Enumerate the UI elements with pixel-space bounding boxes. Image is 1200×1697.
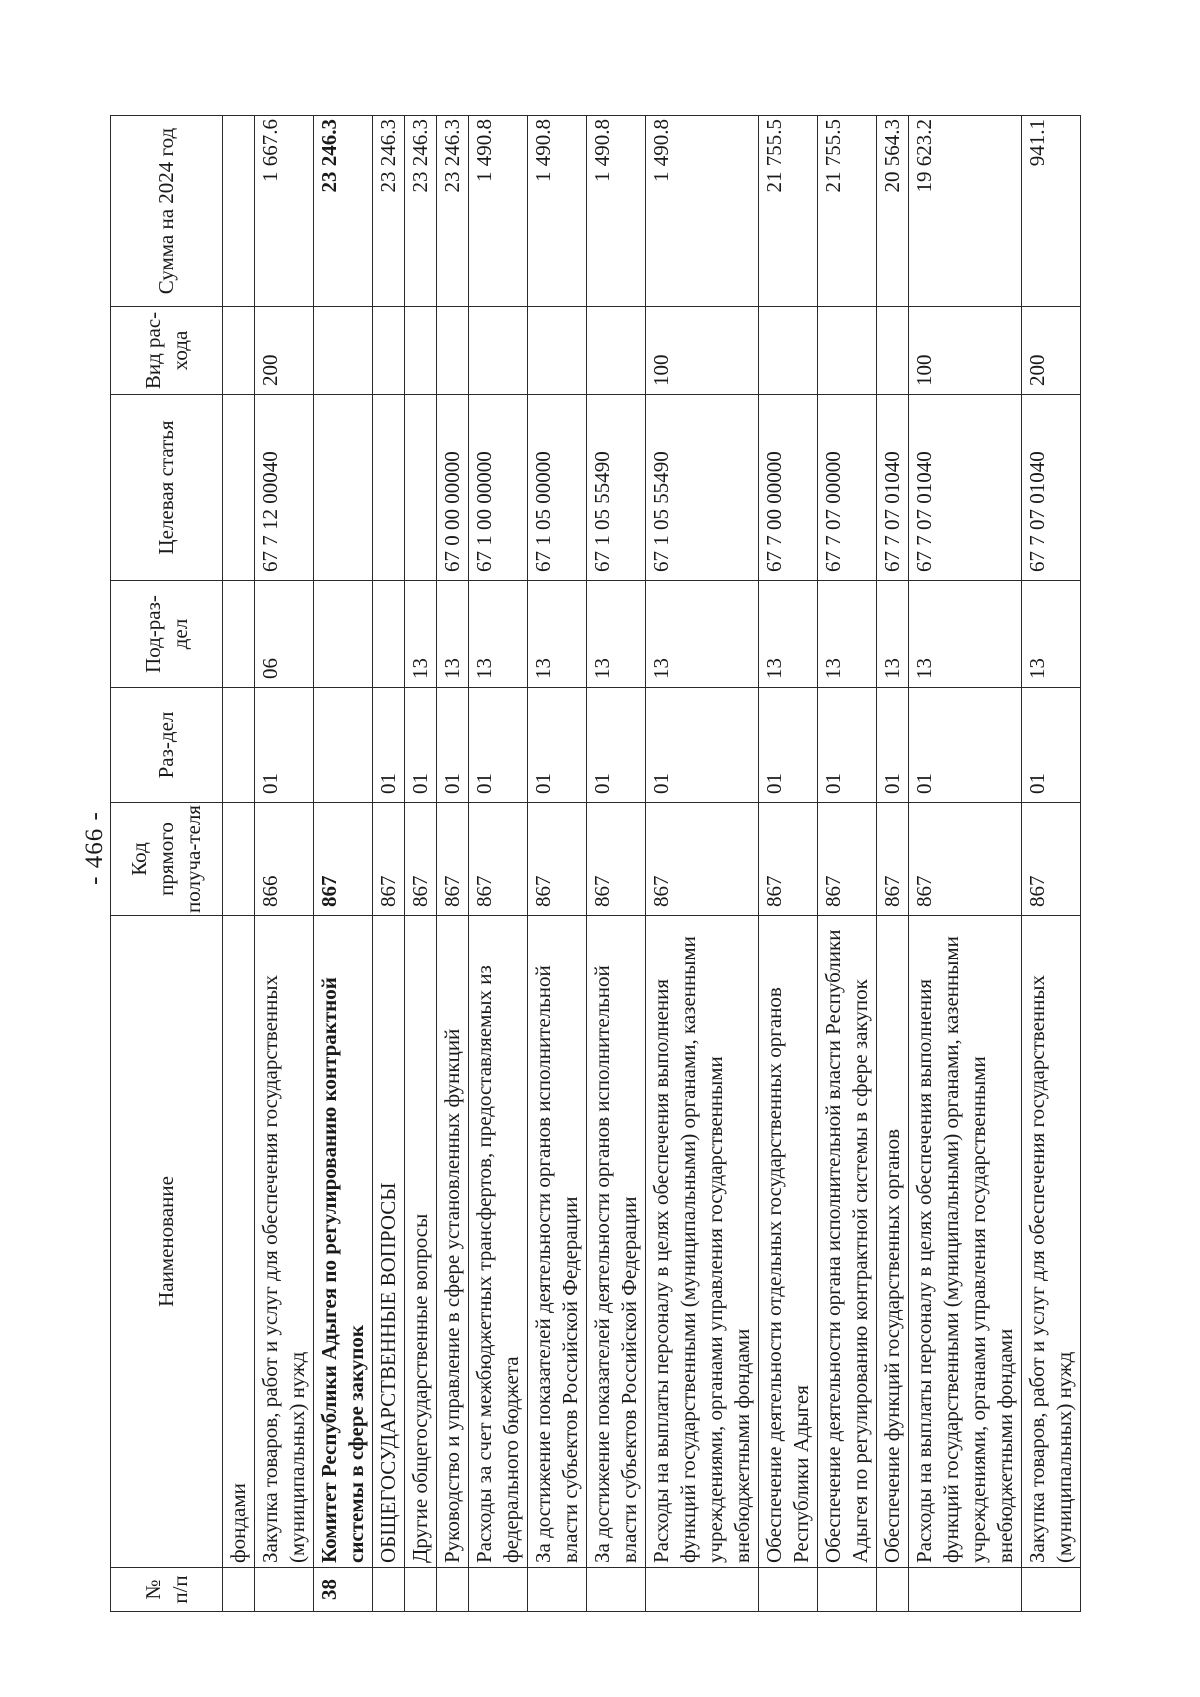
cell-vid	[223, 307, 255, 395]
cell-sum: 23 246.3	[437, 116, 469, 307]
cell-kod: 867	[373, 803, 405, 916]
cell-sum: 1 490.8	[646, 116, 759, 307]
cell-cel: 67 1 05 00000	[528, 395, 587, 581]
header-sum: Сумма на 2024 год	[111, 116, 223, 307]
cell-no	[405, 1568, 437, 1612]
cell-vid	[759, 307, 818, 395]
cell-podrazdel: 06	[255, 581, 314, 688]
cell-name: За достижение показателей деятельности органов исполнительной власти субъектов Российской Федерации	[528, 916, 587, 1568]
cell-razdel: 01	[255, 688, 314, 803]
cell-kod: 867	[909, 803, 1022, 916]
cell-sum: 941.1	[1022, 116, 1081, 307]
cell-razdel: 01	[373, 688, 405, 803]
cell-sum	[223, 116, 255, 307]
cell-podrazdel	[223, 581, 255, 688]
cell-vid	[437, 307, 469, 395]
cell-razdel: 01	[587, 688, 646, 803]
cell-no	[373, 1568, 405, 1612]
cell-no	[587, 1568, 646, 1612]
cell-cel: 67 7 07 01040	[877, 395, 909, 581]
cell-kod: 867	[437, 803, 469, 916]
cell-no	[528, 1568, 587, 1612]
cell-kod: 867	[587, 803, 646, 916]
table-row	[373, 116, 405, 1612]
cell-kod: 867	[646, 803, 759, 916]
cell-podrazdel: 13	[469, 581, 528, 688]
table-body	[223, 116, 1081, 1612]
cell-vid	[528, 307, 587, 395]
cell-razdel: 01	[818, 688, 877, 803]
cell-podrazdel: 13	[877, 581, 909, 688]
cell-name: ОБЩЕГОСУДАРСТВЕННЫЕ ВОПРОСЫ	[373, 916, 405, 1568]
cell-sum: 23 246.3	[405, 116, 437, 307]
table-row	[587, 116, 646, 1612]
cell-kod: 867	[469, 803, 528, 916]
cell-kod: 867	[405, 803, 437, 916]
cell-name: фондами	[223, 916, 255, 1568]
cell-sum: 20 564.3	[877, 116, 909, 307]
cell-podrazdel: 13	[818, 581, 877, 688]
cell-sum: 19 623.2	[909, 116, 1022, 307]
cell-vid: 100	[646, 307, 759, 395]
cell-no: 38	[314, 1568, 373, 1612]
cell-cel	[314, 395, 373, 581]
cell-podrazdel: 13	[405, 581, 437, 688]
cell-no	[437, 1568, 469, 1612]
table-row	[405, 116, 437, 1612]
cell-sum: 23 246.3	[373, 116, 405, 307]
cell-razdel	[314, 688, 373, 803]
cell-kod: 867	[1022, 803, 1081, 916]
cell-no	[255, 1568, 314, 1612]
cell-name: Обеспечение деятельности отдельных государственных органов Республики Адыгея	[759, 916, 818, 1568]
header-no: № п/п	[111, 1568, 223, 1612]
cell-razdel: 01	[405, 688, 437, 803]
cell-vid	[373, 307, 405, 395]
cell-kod: 867	[877, 803, 909, 916]
cell-podrazdel: 13	[646, 581, 759, 688]
table-header-row	[111, 116, 223, 1612]
cell-name: Закупка товаров, работ и услуг для обеспечения государственных (муниципальных) нужд	[255, 916, 314, 1568]
cell-cel	[405, 395, 437, 581]
cell-no	[1022, 1568, 1081, 1612]
cell-no	[646, 1568, 759, 1612]
cell-podrazdel	[314, 581, 373, 688]
cell-name: Расходы на выплаты персоналу в целях обеспечения выполнения функций государственными (муниципальными) органами, казенными учреждениями, органами управления государственными внебюджетными фондами	[646, 916, 759, 1568]
cell-vid: 200	[255, 307, 314, 395]
budget-table	[110, 115, 1081, 1612]
table-row	[877, 116, 909, 1612]
cell-kod: 867	[818, 803, 877, 916]
cell-razdel: 01	[877, 688, 909, 803]
cell-razdel: 01	[437, 688, 469, 803]
cell-no	[223, 1568, 255, 1612]
cell-cel	[223, 395, 255, 581]
cell-vid	[818, 307, 877, 395]
cell-cel: 67 1 05 55490	[646, 395, 759, 581]
cell-razdel: 01	[469, 688, 528, 803]
cell-name: Обеспечение деятельности органа исполнительной власти Республики Адыгея по регулированию контрактной системы в сфере закупок	[818, 916, 877, 1568]
table-row	[528, 116, 587, 1612]
cell-cel: 67 7 07 01040	[909, 395, 1022, 581]
cell-name: За достижение показателей деятельности органов исполнительной власти субъектов Российской Федерации	[587, 916, 646, 1568]
cell-podrazdel	[373, 581, 405, 688]
rotated-table-wrapper	[110, 116, 1075, 1612]
cell-name: Обеспечение функций государственных органов	[877, 916, 909, 1568]
cell-kod: 867	[528, 803, 587, 916]
cell-no	[818, 1568, 877, 1612]
cell-vid	[587, 307, 646, 395]
cell-vid: 100	[909, 307, 1022, 395]
cell-name: Расходы на выплаты персоналу в целях обеспечения выполнения функций государственными (муниципальными) органами, казенными учреждениями, органами управления государственными внебюджетными фондами	[909, 916, 1022, 1568]
cell-podrazdel: 13	[909, 581, 1022, 688]
cell-razdel	[223, 688, 255, 803]
cell-cel: 67 1 00 00000	[469, 395, 528, 581]
cell-name: Расходы за счет межбюджетных трансфертов, предоставляемых из федерального бюджета	[469, 916, 528, 1568]
cell-razdel: 01	[1022, 688, 1081, 803]
cell-podrazdel: 13	[437, 581, 469, 688]
cell-no	[469, 1568, 528, 1612]
table-row	[646, 116, 759, 1612]
cell-no	[759, 1568, 818, 1612]
cell-name: Другие общегосударственные вопросы	[405, 916, 437, 1568]
cell-cel: 67 7 07 01040	[1022, 395, 1081, 581]
cell-name: Комитет Республики Адыгея по регулированию контрактной системы в сфере закупок	[314, 916, 373, 1568]
table-row	[437, 116, 469, 1612]
cell-sum: 1 490.8	[587, 116, 646, 307]
cell-no	[877, 1568, 909, 1612]
cell-kod: 866	[255, 803, 314, 916]
cell-cel: 67 7 00 00000	[759, 395, 818, 581]
cell-no	[909, 1568, 1022, 1612]
cell-sum: 1 490.8	[528, 116, 587, 307]
cell-name: Руководство и управление в сфере установленных функций	[437, 916, 469, 1568]
cell-podrazdel: 13	[1022, 581, 1081, 688]
cell-podrazdel: 13	[528, 581, 587, 688]
cell-cel: 67 7 07 00000	[818, 395, 877, 581]
table-row	[909, 116, 1022, 1612]
cell-cel	[373, 395, 405, 581]
cell-kod	[223, 803, 255, 916]
header-razdel: Раз-дел	[111, 688, 223, 803]
cell-podrazdel: 13	[759, 581, 818, 688]
cell-kod: 867	[314, 803, 373, 916]
cell-sum: 21 755.5	[759, 116, 818, 307]
cell-vid	[405, 307, 437, 395]
header-kod: Код прямого получа-теля	[111, 803, 223, 916]
cell-vid	[877, 307, 909, 395]
header-vid: Вид рас-хода	[111, 307, 223, 395]
page-number: - 466 -	[81, 811, 108, 885]
cell-razdel: 01	[528, 688, 587, 803]
table-row	[314, 116, 373, 1612]
cell-podrazdel: 13	[587, 581, 646, 688]
header-cel: Целевая статья	[111, 395, 223, 581]
cell-razdel: 01	[909, 688, 1022, 803]
cell-vid	[314, 307, 373, 395]
cell-razdel: 01	[759, 688, 818, 803]
cell-sum: 1 490.8	[469, 116, 528, 307]
table-row	[1022, 116, 1081, 1612]
header-podrazdel: Под-раз-дел	[111, 581, 223, 688]
table-row	[223, 116, 255, 1612]
header-name: Наименование	[111, 916, 223, 1568]
cell-name: Закупка товаров, работ и услуг для обеспечения государственных (муниципальных) нужд	[1022, 916, 1081, 1568]
cell-razdel: 01	[646, 688, 759, 803]
cell-cel: 67 1 05 55490	[587, 395, 646, 581]
cell-vid: 200	[1022, 307, 1081, 395]
cell-sum: 23 246.3	[314, 116, 373, 307]
cell-cel: 67 7 12 00040	[255, 395, 314, 581]
table-row	[469, 116, 528, 1612]
table-row	[818, 116, 877, 1612]
cell-vid	[469, 307, 528, 395]
table-row	[255, 116, 314, 1612]
cell-cel: 67 0 00 00000	[437, 395, 469, 581]
cell-kod: 867	[759, 803, 818, 916]
cell-sum: 21 755.5	[818, 116, 877, 307]
cell-sum: 1 667.6	[255, 116, 314, 307]
table-row	[759, 116, 818, 1612]
